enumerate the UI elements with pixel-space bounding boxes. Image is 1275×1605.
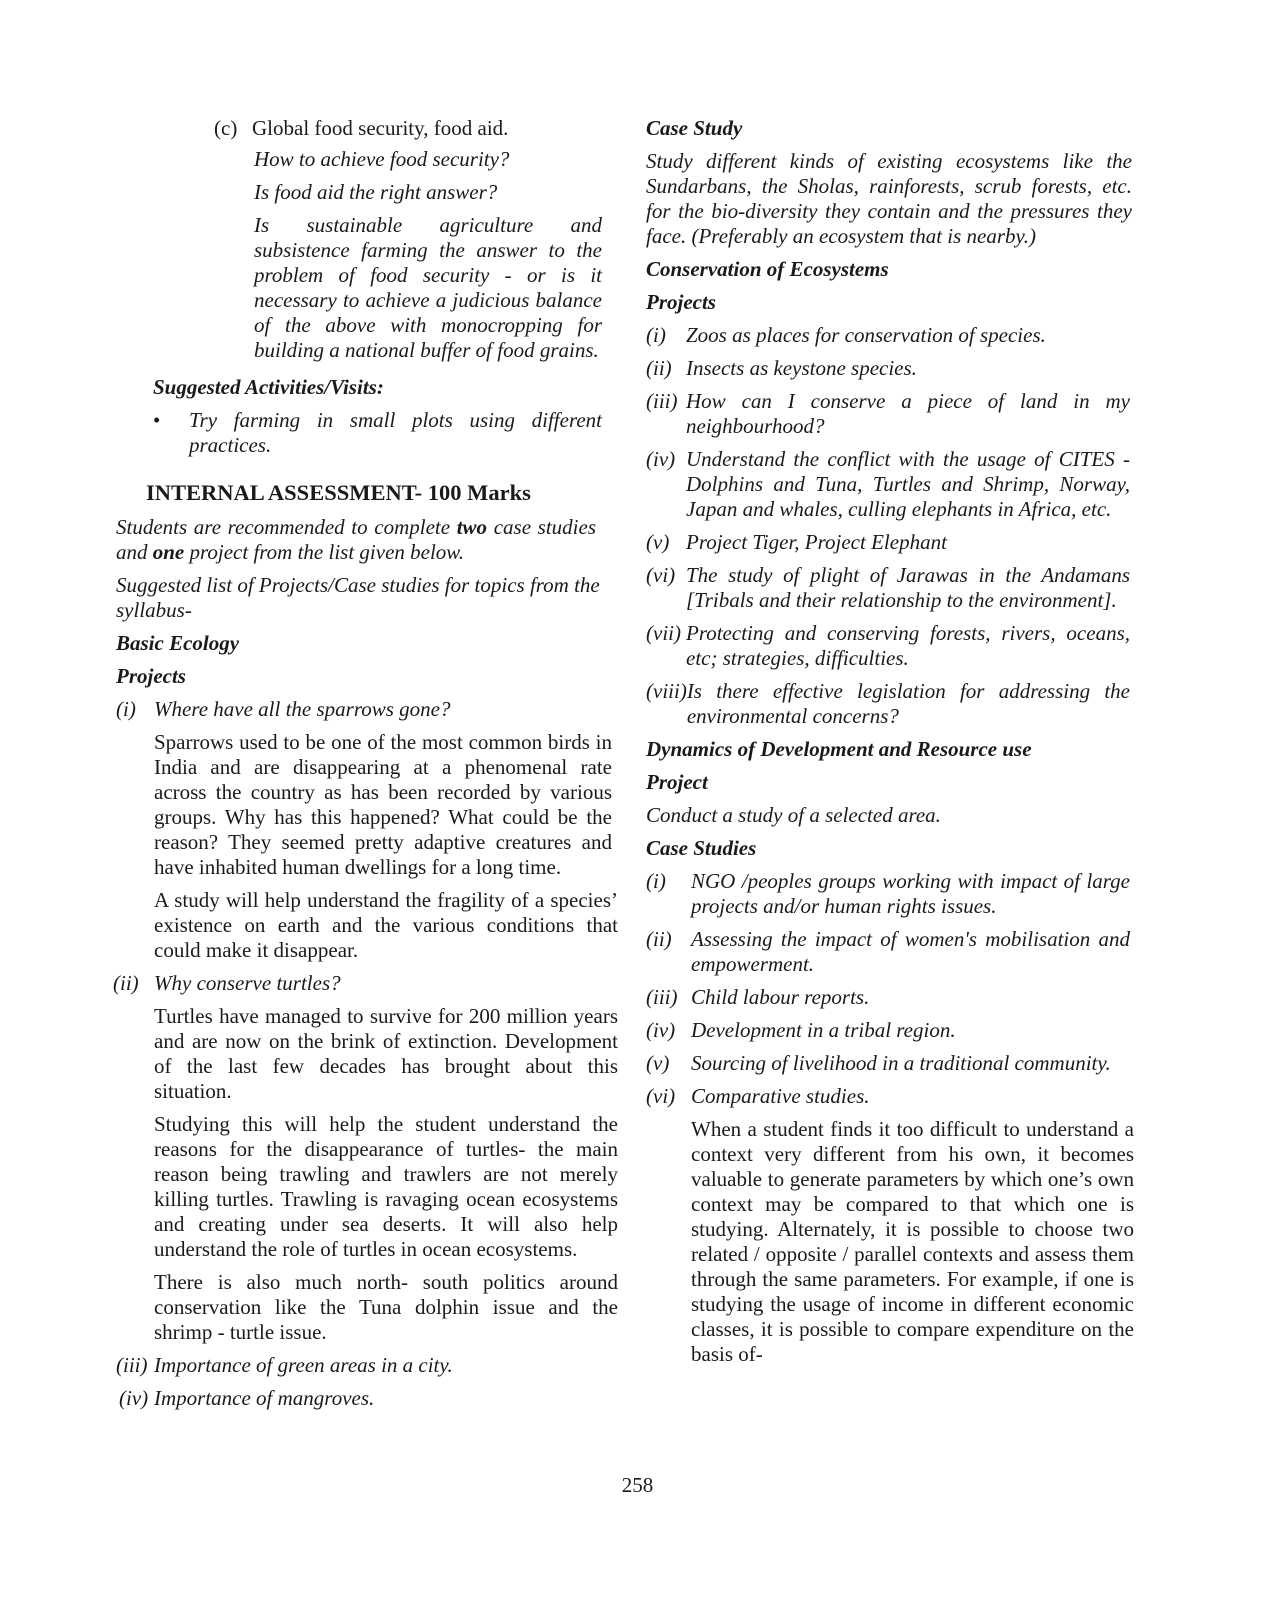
list-item-text: Project Tiger, Project Elephant xyxy=(686,530,947,554)
food-security-topic xyxy=(214,116,618,141)
list-item-text: Understand the conflict with the usage of CITES - Dolphins and Tuna, Turtles and Shrimp, Norway, Japan and whales, culling elephants in Africa, etc. xyxy=(686,447,1130,521)
list-item xyxy=(646,323,1130,348)
list-item-text: Development in a tribal region. xyxy=(691,1018,956,1042)
assessment-intro: Students are recommended to complete two case studies and one project from the list given below. xyxy=(116,515,596,564)
project-title: Importance of green areas in a city. xyxy=(154,1353,453,1377)
project-green-areas xyxy=(116,1353,618,1378)
list-item-text: Zoos as places for conservation of species. xyxy=(686,323,1046,347)
list-item xyxy=(646,621,1130,671)
list-item-number: (vii) xyxy=(646,621,681,645)
food-topic-number: (c) xyxy=(214,116,238,140)
list-item-text: Is there effective legislation for addressing the environmental concerns? xyxy=(686,679,1130,728)
project-mangroves xyxy=(119,1386,618,1411)
list-item-number: (v) xyxy=(646,1051,670,1075)
list-item xyxy=(646,447,1130,522)
list-item xyxy=(646,1084,1130,1109)
projects-heading: Projects xyxy=(116,664,186,688)
comparative-text: When a student finds it too difficult to understand a context very different from his own, it becomes valuable to generate parameters by which one’s own context may be compared to that which one is studying. Alternately, it is possible to choose two related / opposite / parallel contexts and assess them through the same parameters. For example, if one is studying the usage of income in different economic classes, it is possible to compare expenditure on the basis of- xyxy=(691,1117,1134,1366)
conservation-projects-heading: Projects xyxy=(646,290,716,314)
list-item-text: The study of plight of Jarawas in the Andamans [Tribals and their relationship to the environment]. xyxy=(686,563,1130,612)
list-item-number: (viii) xyxy=(646,679,687,703)
right-column xyxy=(646,116,1158,1375)
project-title: Importance of mangroves. xyxy=(154,1386,375,1410)
list-item xyxy=(646,869,1130,919)
list-item-number: (i) xyxy=(646,869,666,893)
food-question-3: Is sustainable agriculture and subsistence farming the answer to the problem of food security - or is it necessary to achieve a judicious balance of the above with monocropping for building a national buffer of food grains. xyxy=(254,213,602,362)
case-studies-heading: Case Studies xyxy=(646,836,757,860)
list-item-text: Insects as keystone species. xyxy=(686,356,917,380)
list-item xyxy=(646,1018,1130,1043)
sparrows-paragraph-1: Sparrows used to be one of the most common birds in India and are disappearing at a phenomenal rate across the country as has been recorded by various groups. Why has this happened? What could be the reason? They seemed pretty adaptive creatures and have inhabited human dwellings for a long time. xyxy=(154,730,612,879)
list-item xyxy=(646,389,1130,439)
list-item xyxy=(646,927,1130,977)
list-item-number: (v) xyxy=(646,530,670,554)
list-item-number: (iii) xyxy=(646,389,678,413)
list-item-number: (iii) xyxy=(646,985,678,1009)
food-topic-title: Global food security, food aid. xyxy=(252,116,509,140)
list-item-number: (i) xyxy=(646,323,666,347)
list-item xyxy=(646,530,1130,555)
list-item xyxy=(646,985,1130,1010)
suggested-list: Suggested list of Projects/Case studies for topics from the syllabus- xyxy=(116,573,600,622)
list-item-number: (vi) xyxy=(646,563,676,587)
list-item-number: (ii) xyxy=(646,356,672,380)
case-study-text: Study different kinds of existing ecosystems like the Sundarbans, the Sholas, rainforests, scrub forests, etc. for the bio-diversity they contain and the pressures they face. (Preferably an ecosystem that is nearby.) xyxy=(646,149,1132,248)
case-study-heading: Case Study xyxy=(646,116,743,140)
project-heading: Project xyxy=(646,770,708,794)
list-item-number: (iv) xyxy=(646,1018,676,1042)
dynamics-heading: Dynamics of Development and Resource use xyxy=(646,737,1032,761)
project-turtles xyxy=(113,971,618,996)
turtles-paragraph-2: Studying this will help the student understand the reasons for the disappearance of turtles- the main reason being trawling and trawlers are not merely killing turtles. Trawling is ravaging ocean ecosystems and creating under sea deserts. It will also help understand the role of turtles in ocean ecosystems. xyxy=(154,1112,618,1261)
conservation-heading: Conservation of Ecosystems xyxy=(646,257,889,281)
activities-heading: Suggested Activities/Visits: xyxy=(153,375,384,399)
project-text: Conduct a study of a selected area. xyxy=(646,803,941,827)
sparrows-paragraph-2: A study will help understand the fragility of a species’ existence on earth and the various conditions that could make it disappear. xyxy=(154,888,618,962)
list-item xyxy=(646,1051,1130,1076)
bullet-icon: • xyxy=(153,408,161,432)
project-sparrows xyxy=(116,697,618,722)
list-item-text: Assessing the impact of women's mobilisation and empowerment. xyxy=(691,927,1130,976)
list-item xyxy=(646,679,1130,729)
turtles-paragraph-3: There is also much north- south politics around conservation like the Tuna dolphin issue and the shrimp - turtle issue. xyxy=(154,1270,618,1344)
list-item-text: Sourcing of livelihood in a traditional community. xyxy=(691,1051,1111,1075)
activity-text: Try farming in small plots using different practices. xyxy=(189,408,602,457)
food-question-2: Is food aid the right answer? xyxy=(254,180,498,204)
list-item-text: Protecting and conserving forests, rivers, oceans, etc; strategies, difficulties. xyxy=(686,621,1130,670)
page-number: 258 xyxy=(621,1473,654,1497)
case-studies-list xyxy=(646,869,1130,1109)
project-title: Why conserve turtles? xyxy=(154,971,341,995)
project-number: (i) xyxy=(116,697,136,721)
list-item-number: (iv) xyxy=(646,447,676,471)
list-item xyxy=(646,563,1130,613)
list-item-text: Child labour reports. xyxy=(691,985,870,1009)
activity-item xyxy=(153,408,602,458)
list-item-number: (ii) xyxy=(646,927,672,951)
conservation-projects-list xyxy=(646,323,1130,729)
list-item-text: How can I conserve a piece of land in my neighbourhood? xyxy=(686,389,1130,438)
project-number: (ii) xyxy=(113,971,139,995)
basic-ecology-heading: Basic Ecology xyxy=(116,631,240,655)
left-column xyxy=(113,116,618,1419)
list-item-text: NGO /peoples groups working with impact of large projects and/or human rights issues. xyxy=(691,869,1130,918)
project-number: (iv) xyxy=(119,1386,149,1410)
project-title: Where have all the sparrows gone? xyxy=(154,697,451,721)
list-item-text: Comparative studies. xyxy=(691,1084,870,1108)
list-item xyxy=(646,356,1130,381)
internal-assessment-heading: INTERNAL ASSESSMENT- 100 Marks xyxy=(146,480,531,505)
project-number: (iii) xyxy=(116,1353,148,1377)
list-item-number: (vi) xyxy=(646,1084,676,1108)
turtles-paragraph-1: Turtles have managed to survive for 200 million years and are now on the brink of extinction. Development of the last few decades has brought about this situation. xyxy=(154,1004,618,1103)
food-question-1: How to achieve food security? xyxy=(254,147,510,171)
